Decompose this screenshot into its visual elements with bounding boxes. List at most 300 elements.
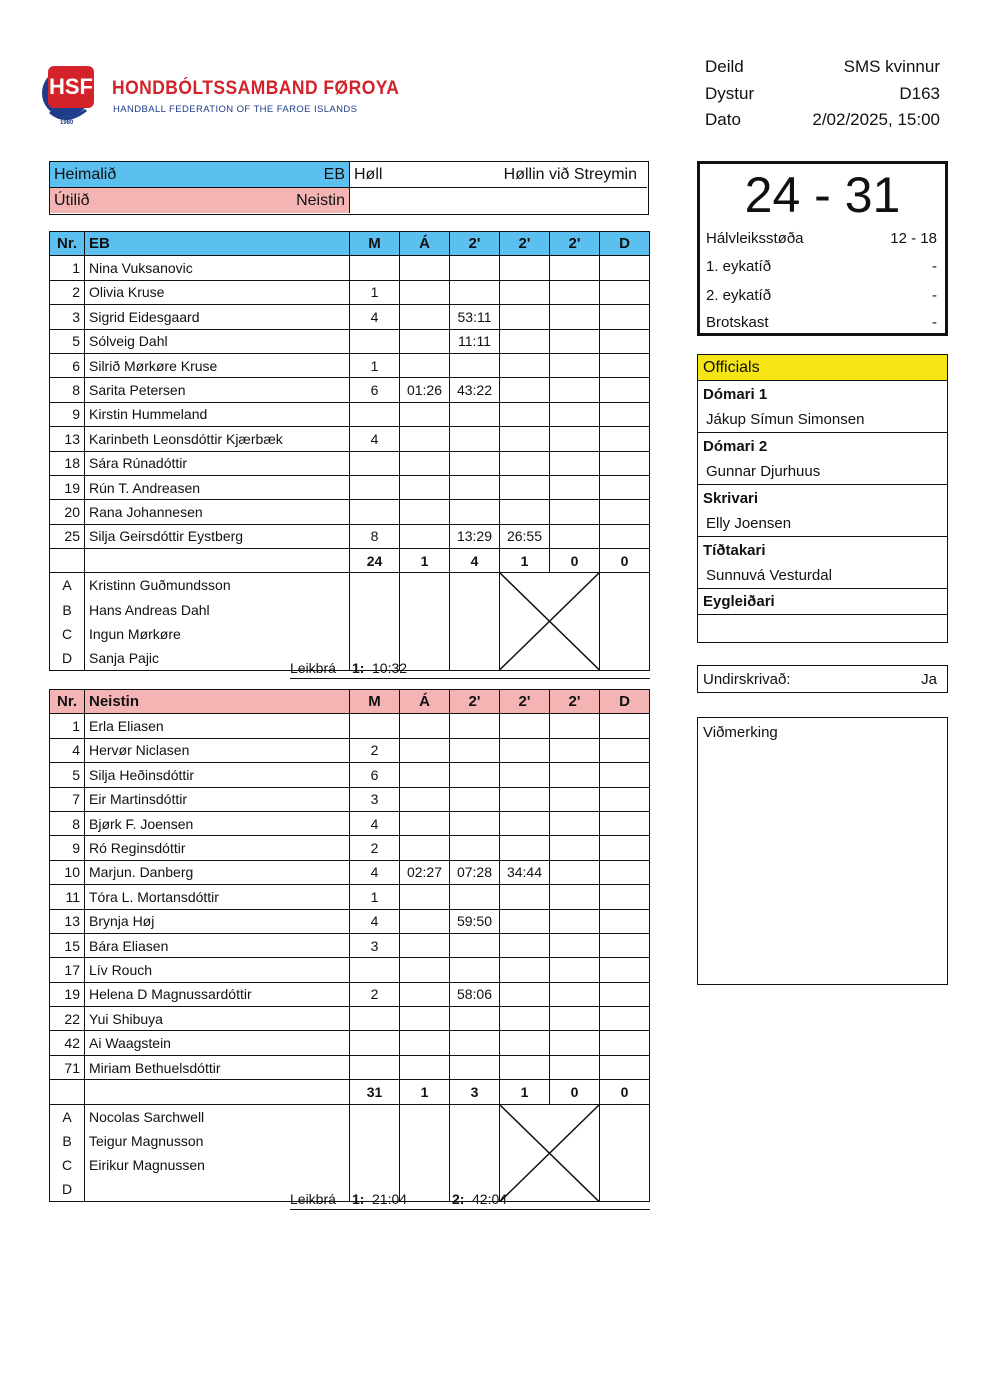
player-suspension-2 — [500, 329, 550, 353]
col-suspension-3: 2' — [550, 232, 600, 256]
player-goals: 6 — [350, 378, 400, 402]
player-number: 19 — [50, 982, 85, 1006]
player-disqualification — [600, 811, 650, 835]
staff-disqualification-cell — [600, 1104, 650, 1202]
player-suspension-3 — [550, 763, 600, 787]
staff-name: Nocolas Sarchwell — [85, 1104, 350, 1128]
hall-label: Høll — [354, 165, 383, 183]
staff-suspension-cell — [450, 1104, 500, 1202]
player-goals — [350, 256, 400, 280]
home-team-header: EB — [85, 232, 350, 256]
player-row — [50, 811, 650, 835]
score-label: Brotskast — [706, 314, 769, 331]
staff-letter: D — [50, 646, 85, 670]
player-suspension-2 — [500, 836, 550, 860]
player-goals: 1 — [350, 885, 400, 909]
player-disqualification — [600, 402, 650, 426]
player-suspension-2 — [500, 1007, 550, 1031]
player-suspension-1 — [450, 256, 500, 280]
player-suspension-1: 43:22 — [450, 378, 500, 402]
player-row — [50, 305, 650, 329]
player-goals: 4 — [350, 811, 400, 835]
player-warning — [400, 1031, 450, 1055]
player-name: Karinbeth Leonsdóttir Kjærbæk — [85, 427, 350, 451]
player-name: Ró Reginsdóttir — [85, 836, 350, 860]
player-disqualification — [600, 885, 650, 909]
player-suspension-1 — [450, 451, 500, 475]
player-suspension-2 — [500, 714, 550, 738]
col-suspension-2: 2' — [500, 690, 550, 714]
col-nr: Nr. — [50, 232, 85, 256]
player-name: Miriam Bethuelsdóttir — [85, 1055, 350, 1079]
staff-name: Ingun Mørkøre — [85, 622, 350, 646]
player-suspension-1: 13:29 — [450, 524, 500, 548]
player-suspension-2 — [500, 1031, 550, 1055]
player-goals — [350, 958, 400, 982]
col-disqualification: D — [600, 232, 650, 256]
referee-2-name: Gunnar Djurhuus — [698, 459, 947, 485]
scorekeeper-name: Elly Joensen — [698, 511, 947, 537]
player-goals: 2 — [350, 982, 400, 1006]
player-name: Ai Waagstein — [85, 1031, 350, 1055]
meta-value: 2/02/2025, 15:00 — [812, 110, 940, 129]
player-name: Marjun. Danberg — [85, 860, 350, 884]
player-suspension-1: 11:11 — [450, 329, 500, 353]
player-suspension-2 — [500, 475, 550, 499]
player-disqualification — [600, 329, 650, 353]
player-disqualification — [600, 378, 650, 402]
player-number: 25 — [50, 524, 85, 548]
player-name: Silja Heðinsdóttir — [85, 763, 350, 787]
staff-name: Kristinn Guðmundsson — [85, 573, 350, 597]
total-disqualifications: 0 — [600, 1080, 650, 1104]
player-name: Tóra L. Mortansdóttir — [85, 885, 350, 909]
player-row — [50, 256, 650, 280]
player-suspension-1 — [450, 958, 500, 982]
player-suspension-1 — [450, 280, 500, 304]
player-goals: 3 — [350, 933, 400, 957]
player-suspension-3 — [550, 1007, 600, 1031]
player-row — [50, 885, 650, 909]
player-disqualification — [600, 738, 650, 762]
score-label: Hálvleiksstøða — [706, 230, 804, 247]
player-disqualification — [600, 763, 650, 787]
player-goals: 6 — [350, 763, 400, 787]
player-suspension-2 — [500, 1055, 550, 1079]
player-name: Sólveig Dahl — [85, 329, 350, 353]
col-warning: Á — [400, 690, 450, 714]
player-suspension-2: 34:44 — [500, 860, 550, 884]
staff-warning-cell — [400, 573, 450, 671]
player-suspension-1 — [450, 763, 500, 787]
timeout-time: 42:04 — [472, 1191, 508, 1207]
timekeeper-label: Tíðtakari — [703, 541, 766, 559]
player-row — [50, 1055, 650, 1079]
player-number: 19 — [50, 475, 85, 499]
col-goals: M — [350, 690, 400, 714]
staff-goals-cell — [350, 1104, 400, 1202]
timeout-label: Leikbrá — [290, 1191, 336, 1207]
total-goals: 24 — [350, 549, 400, 573]
meta-division — [705, 57, 940, 84]
player-suspension-3 — [550, 524, 600, 548]
player-warning: 01:26 — [400, 378, 450, 402]
staff-warning-cell — [400, 1104, 450, 1202]
total-suspension-2: 1 — [500, 1080, 550, 1104]
player-goals — [350, 500, 400, 524]
crossed-out-box — [500, 573, 600, 671]
player-warning — [400, 714, 450, 738]
player-warning — [400, 256, 450, 280]
player-disqualification — [600, 714, 650, 738]
away-team: Neistin — [296, 191, 345, 209]
scorekeeper-label: Skrivari — [703, 489, 759, 507]
match-info — [49, 161, 649, 215]
player-warning — [400, 885, 450, 909]
score-value: - — [932, 314, 937, 331]
player-warning — [400, 738, 450, 762]
meta-label: Dato — [705, 110, 741, 129]
total-warnings: 1 — [400, 549, 450, 573]
player-row — [50, 933, 650, 957]
player-name: Bára Eliasen — [85, 933, 350, 957]
player-name: Silrið Mørkøre Kruse — [85, 353, 350, 377]
score-box — [697, 161, 948, 336]
player-suspension-3 — [550, 475, 600, 499]
meta-label: Deild — [705, 57, 744, 76]
player-suspension-1 — [450, 1007, 500, 1031]
org-name: HONDBÓLTSSAMBAND FØROYA — [112, 78, 400, 99]
player-suspension-3 — [550, 836, 600, 860]
player-suspension-3 — [550, 280, 600, 304]
score-value: - — [932, 287, 937, 304]
staff-letter: B — [50, 597, 85, 621]
player-number: 15 — [50, 933, 85, 957]
col-suspension-3: 2' — [550, 690, 600, 714]
player-row — [50, 982, 650, 1006]
player-warning — [400, 475, 450, 499]
player-row — [50, 402, 650, 426]
player-goals: 2 — [350, 738, 400, 762]
player-suspension-1 — [450, 402, 500, 426]
player-suspension-1 — [450, 1031, 500, 1055]
player-warning — [400, 451, 450, 475]
player-suspension-1 — [450, 1055, 500, 1079]
player-warning — [400, 836, 450, 860]
player-suspension-1 — [450, 885, 500, 909]
player-name: Yui Shibuya — [85, 1007, 350, 1031]
player-row — [50, 909, 650, 933]
player-name: Rún T. Andreasen — [85, 475, 350, 499]
player-suspension-1 — [450, 714, 500, 738]
player-suspension-2 — [500, 763, 550, 787]
player-disqualification — [600, 1007, 650, 1031]
player-warning — [400, 524, 450, 548]
staff-row — [50, 1104, 650, 1128]
player-number: 71 — [50, 1055, 85, 1079]
staff-letter: A — [50, 573, 85, 597]
player-name: Rana Johannesen — [85, 500, 350, 524]
player-suspension-3 — [550, 353, 600, 377]
player-number: 10 — [50, 860, 85, 884]
player-suspension-1: 53:11 — [450, 305, 500, 329]
col-suspension-1: 2' — [450, 690, 500, 714]
player-goals — [350, 1031, 400, 1055]
col-suspension-2: 2' — [500, 232, 550, 256]
staff-name: Hans Andreas Dahl — [85, 597, 350, 621]
referee-1-label: Dómari 1 — [703, 385, 768, 403]
hall-row — [350, 162, 647, 188]
staff-name: Teigur Magnusson — [85, 1129, 350, 1153]
player-goals — [350, 329, 400, 353]
player-name: Hervør Niclasen — [85, 738, 350, 762]
player-suspension-3 — [550, 860, 600, 884]
timeout-label: Leikbrá — [290, 660, 336, 676]
player-goals: 4 — [350, 427, 400, 451]
referee-1-name: Jákup Símun Simonsen — [698, 407, 947, 433]
player-suspension-2 — [500, 353, 550, 377]
player-row — [50, 329, 650, 353]
player-name: Helena D Magnussardóttir — [85, 982, 350, 1006]
delegate-label: Eygleiðari — [698, 589, 947, 615]
player-number: 4 — [50, 738, 85, 762]
player-suspension-3 — [550, 982, 600, 1006]
total-suspension-2: 1 — [500, 549, 550, 573]
away-label: Útilið — [54, 191, 90, 209]
player-suspension-2 — [500, 909, 550, 933]
org-subtitle: HANDBALL FEDERATION OF THE FAROE ISLANDS — [113, 104, 358, 115]
total-disqualifications: 0 — [600, 549, 650, 573]
total-suspension-1: 3 — [450, 1080, 500, 1104]
player-number: 6 — [50, 353, 85, 377]
match-meta — [705, 57, 940, 137]
player-row — [50, 1007, 650, 1031]
player-name: Sigrid Eidesgaard — [85, 305, 350, 329]
player-suspension-3 — [550, 958, 600, 982]
player-suspension-1 — [450, 353, 500, 377]
player-row — [50, 714, 650, 738]
player-suspension-1 — [450, 500, 500, 524]
player-number: 8 — [50, 378, 85, 402]
player-name: Brynja Høj — [85, 909, 350, 933]
timeout-number: 1: — [352, 660, 365, 676]
player-name: Erla Eliasen — [85, 714, 350, 738]
player-suspension-1: 58:06 — [450, 982, 500, 1006]
delegate-name — [698, 615, 947, 641]
player-warning — [400, 427, 450, 451]
player-row — [50, 500, 650, 524]
player-suspension-2 — [500, 500, 550, 524]
meta-date — [705, 110, 940, 137]
player-warning: 02:27 — [400, 860, 450, 884]
player-number: 7 — [50, 787, 85, 811]
home-totals-row — [50, 549, 650, 573]
timeout-time: 10:32 — [372, 660, 408, 676]
player-warning — [400, 305, 450, 329]
hall-value: Høllin við Streymin — [503, 165, 637, 183]
player-name: Olivia Kruse — [85, 280, 350, 304]
player-suspension-1 — [450, 836, 500, 860]
home-timeouts — [290, 660, 650, 679]
player-suspension-1 — [450, 811, 500, 835]
player-suspension-2: 26:55 — [500, 524, 550, 548]
away-team-row — [50, 188, 350, 213]
player-name: Lív Rouch — [85, 958, 350, 982]
player-disqualification — [600, 427, 650, 451]
col-disqualification: D — [600, 690, 650, 714]
penalty-shootout-row — [706, 314, 937, 331]
player-suspension-3 — [550, 1031, 600, 1055]
player-goals: 4 — [350, 860, 400, 884]
extra-time-1-row — [706, 258, 937, 275]
player-suspension-1 — [450, 933, 500, 957]
away-header-row — [50, 690, 650, 714]
player-row — [50, 958, 650, 982]
crossed-out-box — [500, 1104, 600, 1202]
player-goals — [350, 1007, 400, 1031]
home-roster-table — [49, 231, 650, 671]
player-suspension-2 — [500, 885, 550, 909]
total-suspension-3: 0 — [550, 549, 600, 573]
meta-label: Dystur — [705, 83, 755, 103]
player-number: 17 — [50, 958, 85, 982]
player-row — [50, 427, 650, 451]
player-number: 1 — [50, 714, 85, 738]
player-number: 1 — [50, 256, 85, 280]
player-suspension-2 — [500, 811, 550, 835]
staff-goals-cell — [350, 573, 400, 671]
player-goals — [350, 402, 400, 426]
player-disqualification — [600, 353, 650, 377]
player-row — [50, 353, 650, 377]
player-row — [50, 738, 650, 762]
staff-letter: C — [50, 622, 85, 646]
player-number: 9 — [50, 836, 85, 860]
home-header-row — [50, 232, 650, 256]
away-totals-row — [50, 1080, 650, 1104]
referee-2-label: Dómari 2 — [703, 437, 768, 455]
player-row — [50, 280, 650, 304]
player-warning — [400, 1055, 450, 1079]
player-warning — [400, 500, 450, 524]
player-name: Sára Rúnadóttir — [85, 451, 350, 475]
officials-title: Officials — [698, 355, 947, 381]
player-row — [50, 475, 650, 499]
player-number: 13 — [50, 427, 85, 451]
player-goals: 4 — [350, 305, 400, 329]
player-disqualification — [600, 280, 650, 304]
player-warning — [400, 909, 450, 933]
total-goals: 31 — [350, 1080, 400, 1104]
player-suspension-3 — [550, 500, 600, 524]
player-goals — [350, 714, 400, 738]
home-team: EB — [323, 165, 345, 183]
player-suspension-3 — [550, 885, 600, 909]
halftime-row — [706, 230, 937, 247]
staff-row — [50, 573, 650, 597]
player-suspension-2 — [500, 738, 550, 762]
player-disqualification — [600, 1031, 650, 1055]
col-suspension-1: 2' — [450, 232, 500, 256]
player-disqualification — [600, 451, 650, 475]
logo-year: 1980 — [60, 120, 74, 126]
player-suspension-2 — [500, 378, 550, 402]
player-suspension-3 — [550, 256, 600, 280]
player-number: 8 — [50, 811, 85, 835]
timeout-number: 1: — [352, 1191, 365, 1207]
player-disqualification — [600, 860, 650, 884]
player-warning — [400, 958, 450, 982]
federation-logo — [40, 60, 400, 132]
meta-value: D163 — [899, 83, 940, 103]
player-warning — [400, 933, 450, 957]
signed-value: Ja — [921, 670, 937, 688]
player-disqualification — [600, 787, 650, 811]
score-value: - — [932, 258, 937, 275]
player-goals — [350, 451, 400, 475]
player-disqualification — [600, 909, 650, 933]
player-disqualification — [600, 256, 650, 280]
player-number: 2 — [50, 280, 85, 304]
player-suspension-2 — [500, 280, 550, 304]
remarks-box — [697, 717, 948, 985]
meta-value: SMS kvinnur — [843, 57, 940, 76]
player-suspension-2 — [500, 402, 550, 426]
player-warning — [400, 763, 450, 787]
staff-letter: D — [50, 1177, 85, 1201]
player-number: 11 — [50, 885, 85, 909]
player-name: Nina Vuksanovic — [85, 256, 350, 280]
player-suspension-3 — [550, 378, 600, 402]
player-number: 18 — [50, 451, 85, 475]
player-suspension-3 — [550, 787, 600, 811]
total-suspension-3: 0 — [550, 1080, 600, 1104]
player-number: 5 — [50, 329, 85, 353]
player-warning — [400, 982, 450, 1006]
player-name: Silja Geirsdóttir Eystberg — [85, 524, 350, 548]
player-suspension-2 — [500, 305, 550, 329]
player-goals: 1 — [350, 353, 400, 377]
timeout-number: 2: — [452, 1191, 465, 1207]
player-suspension-3 — [550, 451, 600, 475]
player-warning — [400, 280, 450, 304]
logo-letters: HSF — [49, 74, 93, 99]
col-warning: Á — [400, 232, 450, 256]
staff-disqualification-cell — [600, 573, 650, 671]
player-suspension-2 — [500, 427, 550, 451]
player-suspension-1: 59:50 — [450, 909, 500, 933]
player-suspension-2 — [500, 933, 550, 957]
col-goals: M — [350, 232, 400, 256]
player-row — [50, 787, 650, 811]
player-row — [50, 763, 650, 787]
player-warning — [400, 329, 450, 353]
player-disqualification — [600, 305, 650, 329]
player-suspension-1 — [450, 475, 500, 499]
player-disqualification — [600, 500, 650, 524]
player-suspension-2 — [500, 256, 550, 280]
player-name: Bjørk F. Joensen — [85, 811, 350, 835]
signed-label: Undirskrivað: — [703, 670, 791, 688]
player-goals: 1 — [350, 280, 400, 304]
player-suspension-3 — [550, 811, 600, 835]
player-disqualification — [600, 958, 650, 982]
player-row — [50, 378, 650, 402]
player-disqualification — [600, 933, 650, 957]
player-row — [50, 836, 650, 860]
staff-letter: A — [50, 1104, 85, 1128]
staff-letter: B — [50, 1129, 85, 1153]
